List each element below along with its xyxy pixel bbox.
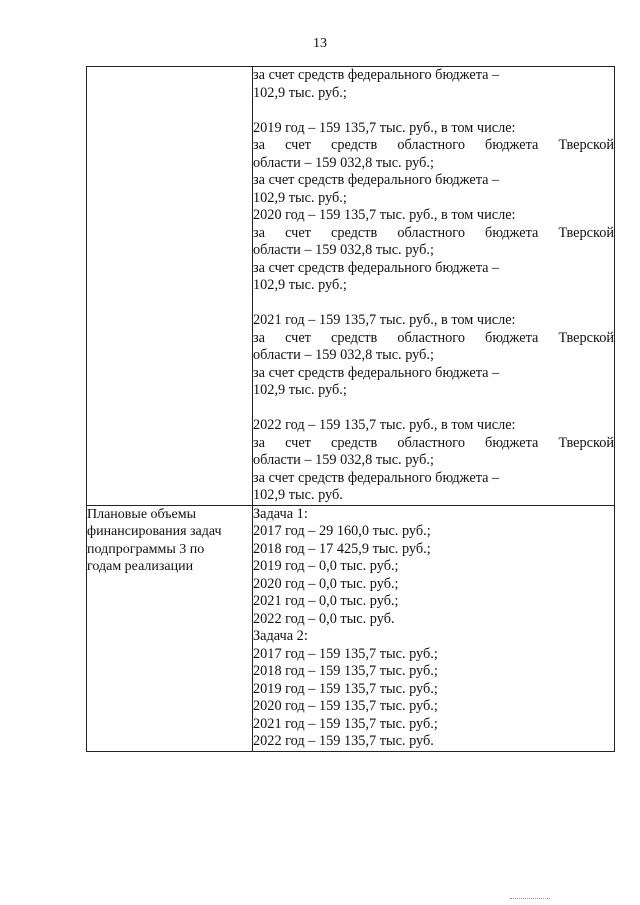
task-funding-line: 2020 год – 159 135,7 тыс. руб.; (253, 698, 438, 714)
funding-line: за счет средств областного бюджета Тверской (253, 329, 614, 346)
scan-edge-mark (510, 898, 550, 901)
label-line: финансирования задач (87, 524, 222, 539)
funding-line: за счет средств федерального бюджета – (253, 259, 500, 276)
table-row-planned-volumes (87, 505, 615, 751)
funding-line: за счет средств областного бюджета Тверской (253, 137, 614, 153)
table-cell-empty-label (87, 67, 253, 506)
task-funding-line: 2021 год – 0,0 тыс. руб.; (253, 593, 399, 609)
funding-line: 102,9 тыс. руб. (253, 487, 343, 503)
funding-line: области – 159 032,8 тыс. руб.; (253, 154, 434, 171)
funding-line: области – 159 032,8 тыс. руб.; (253, 347, 434, 363)
funding-line: 2022 год – 159 135,7 тыс. руб., в том числе: (253, 417, 516, 433)
task-funding-line: 2019 год – 159 135,7 тыс. руб.; (253, 680, 438, 697)
funding-table (86, 66, 615, 752)
paragraph-gap (253, 102, 614, 120)
funding-line: за счет средств федерального бюджета – (253, 469, 500, 486)
task-funding-line: 2022 год – 0,0 тыс. руб. (253, 610, 395, 627)
funding-line: 2021 год – 159 135,7 тыс. руб., в том числе: (253, 312, 516, 328)
task-funding-line: 2018 год – 17 425,9 тыс. руб.; (253, 540, 431, 557)
funding-line: за счет средств федерального бюджета – (253, 364, 500, 381)
funding-line: области – 159 032,8 тыс. руб.; (253, 452, 434, 468)
task-funding-line: Задача 2: (253, 628, 308, 644)
task-funding-line: 2021 год – 159 135,7 тыс. руб.; (253, 715, 438, 732)
funding-line: области – 159 032,8 тыс. руб.; (253, 242, 434, 258)
task-funding-line: 2017 год – 159 135,7 тыс. руб.; (253, 645, 438, 662)
task-funding-line: 2017 год – 29 160,0 тыс. руб.; (253, 523, 431, 539)
funding-line: 2020 год – 159 135,7 тыс. руб., в том числе: (253, 207, 516, 223)
label-line: подпрограммы 3 по (87, 541, 205, 557)
funding-line: 102,9 тыс. руб.; (253, 382, 347, 398)
funding-line: за счет средств областного бюджета Тверской (253, 434, 614, 451)
table-cell-funding-by-year (253, 67, 615, 506)
paragraph-gap (253, 295, 614, 313)
funding-line: 102,9 тыс. руб.; (253, 277, 347, 293)
task-funding-line: 2020 год – 0,0 тыс. руб.; (253, 575, 399, 592)
page-number: 13 (313, 36, 327, 51)
label-line: Плановые объемы (87, 506, 197, 522)
table-row-continuation (87, 67, 615, 506)
task-funding-line: 2018 год – 159 135,7 тыс. руб.; (253, 663, 438, 679)
funding-line: за счет средств областного бюджета Тверской (253, 224, 614, 241)
funding-line: за счет средств федерального бюджета – (253, 67, 500, 83)
funding-line: за счет средств федерального бюджета – (253, 172, 500, 188)
task-funding-line: Задача 1: (253, 505, 308, 522)
task-funding-line: 2019 год – 0,0 тыс. руб.; (253, 558, 399, 574)
funding-line: 102,9 тыс. руб.; (253, 84, 347, 101)
paragraph-gap (253, 400, 614, 418)
funding-line: 2019 год – 159 135,7 тыс. руб., в том числе: (253, 119, 516, 136)
table-cell-planned-volumes-label (87, 505, 253, 751)
table-cell-tasks-funding (253, 505, 615, 751)
label-line: годам реализации (87, 559, 194, 574)
task-funding-line: 2022 год – 159 135,7 тыс. руб. (253, 733, 434, 749)
funding-line: 102,9 тыс. руб.; (253, 189, 347, 206)
